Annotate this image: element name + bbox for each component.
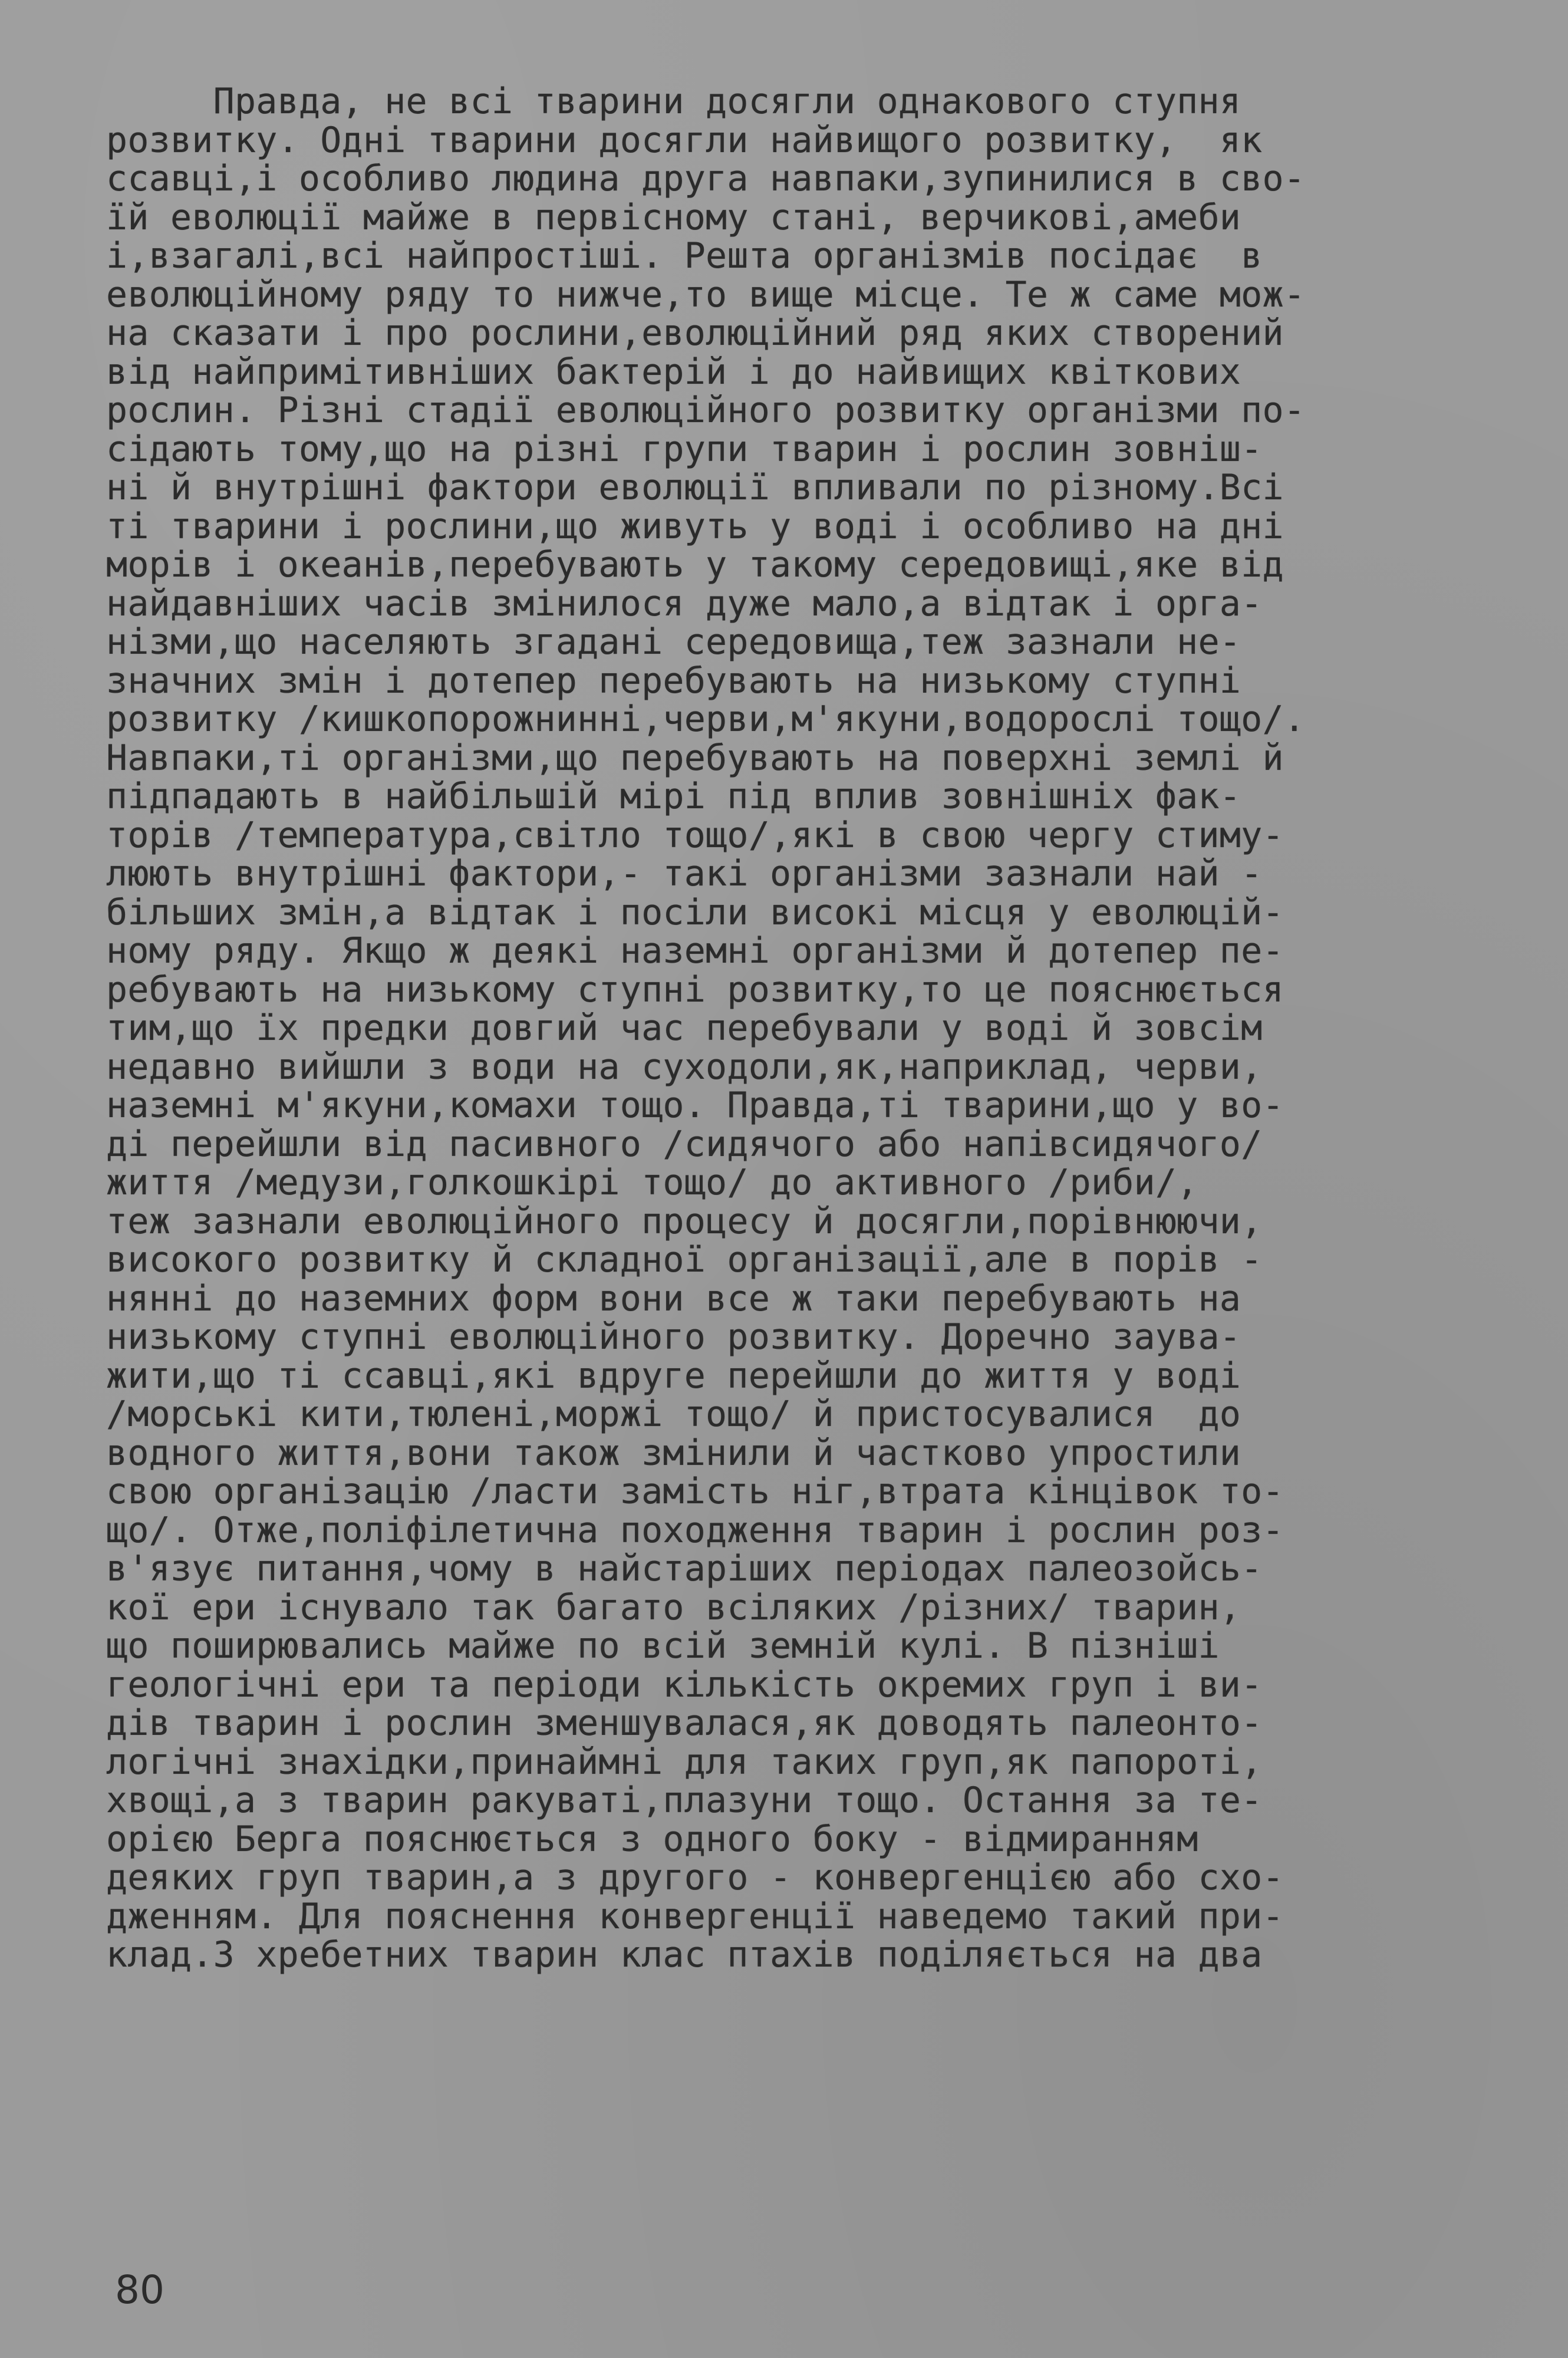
text-line: /морські кити,тюлені,моржі тощо/ й пристосувалися до xyxy=(106,1394,1241,1435)
text-line: люють внутрішні фактори,- такі організми зазнали най - xyxy=(106,853,1263,894)
text-line: більших змін,а відтак і посіли високі місця у еволюцій- xyxy=(106,891,1284,933)
text-line: сідають тому,що на різні групи тварин і рослин зовніш- xyxy=(106,428,1263,470)
text-line: жити,що ті ссавці,які вдруге перейшли до життя у воді xyxy=(106,1355,1241,1397)
body-text xyxy=(106,83,1544,1975)
text-line: водного життя,вони також змінили й частково упростили xyxy=(106,1432,1241,1474)
text-line: що поширювались майже по всій земній кулі. В пізніші xyxy=(106,1625,1220,1667)
text-line: ному ряду. Якщо ж деякі наземні організми й дотепер пе- xyxy=(106,930,1284,971)
text-line: теж зазнали еволюційного процесу й досягли,порівнюючи, xyxy=(106,1200,1263,1242)
text-line: орією Берга пояснюється з одного боку - відмиранням xyxy=(106,1818,1198,1860)
text-line: високого розвитку й складної організації,але в порів - xyxy=(106,1239,1263,1280)
page-number: 80 xyxy=(115,2267,164,2313)
text-line: найдавніших часів змінилося дуже мало,а відтак і орга- xyxy=(106,582,1263,624)
text-line: їй еволюції майже в первісному стані, верчикові,амеби xyxy=(106,196,1241,238)
text-line: геологічні ери та періоди кількість окремих груп і ви- xyxy=(106,1664,1263,1705)
text-line: дів тварин і рослин зменшувалася,як доводять палеонто- xyxy=(106,1702,1263,1744)
text-line: підпадають в найбільшій мірі під вплив зовнішніх фак- xyxy=(106,776,1241,817)
text-line: ссавці,і особливо людина друга навпаки,зупинилися в сво- xyxy=(106,158,1306,199)
text-line: рослин. Різні стадії еволюційного розвитку організми по- xyxy=(106,390,1306,431)
text-line: що/. Отже,поліфілетична походження тварин і рослин роз- xyxy=(106,1509,1284,1551)
text-line: еволюційному ряду то нижче,то вище місце. Те ж саме мож- xyxy=(106,274,1306,315)
text-line: низькому ступні еволюційного розвитку. Доречно заува- xyxy=(106,1316,1241,1358)
text-line: Правда, не всі тварини досягли однакового ступня xyxy=(106,81,1241,122)
text-line: значних змін і дотепер перебувають на низькому ступні xyxy=(106,660,1241,702)
text-line: нянні до наземних форм вони все ж таки перебувають на xyxy=(106,1277,1241,1319)
text-line: ді перейшли від пасивного /сидячого або напівсидячого/ xyxy=(106,1123,1263,1165)
text-line: Навпаки,ті організми,що перебувають на поверхні землі й xyxy=(106,737,1284,779)
text-line: життя /медузи,голкошкірі тощо/ до активного /риби/, xyxy=(106,1162,1198,1203)
text-line: свою організацію /ласти замість ніг,втрата кінцівок то- xyxy=(106,1471,1284,1512)
text-line: недавно вийшли з води на суходоли,як,наприклад, черви, xyxy=(106,1046,1263,1088)
text-line: морів і океанів,перебувають у такому середовищі,яке від xyxy=(106,544,1284,585)
text-line: тим,що їх предки довгий час перебували у воді й зовсім xyxy=(106,1007,1263,1049)
text-line: і,взагалі,всі найпростіші. Решта організмів посідає в xyxy=(106,235,1263,276)
text-line: наземні м'якуни,комахи тощо. Правда,ті тварини,що у во- xyxy=(106,1085,1284,1126)
text-line: кої ери існувало так багато всіляких /різних/ тварин, xyxy=(106,1586,1241,1628)
text-line: логічні знахідки,принаймні для таких груп,як папороті, xyxy=(106,1741,1263,1783)
text-line: хвощі,а з тварин ракуваті,плазуни тощо. Остання за те- xyxy=(106,1780,1263,1821)
text-line: на сказати і про рослини,еволюційний ряд яких створений xyxy=(106,312,1284,354)
text-line: розвитку /кишкопорожнинні,черви,м'якуни,водорослі тощо/. xyxy=(106,699,1306,740)
text-line: нізми,що населяють згадані середовища,теж зазнали не- xyxy=(106,621,1241,663)
text-line: деяких груп тварин,а з другого - конвергенцією або схо- xyxy=(106,1857,1284,1898)
text-line: ребувають на низькому ступні розвитку,то це пояснюється xyxy=(106,969,1284,1010)
text-line: від найпримітивніших бактерій і до найвищих квіткових xyxy=(106,351,1241,393)
text-line: розвитку. Одні тварини досягли найвищого розвитку, як xyxy=(106,119,1263,161)
text-line: ні й внутрішні фактори еволюції впливали по різному.Всі xyxy=(106,467,1284,508)
text-line: дженням. Для пояснення конвергенції наведемо такий при- xyxy=(106,1895,1284,1937)
text-line: в'язує питання,чому в найстаріших періодах палеозойсь- xyxy=(106,1548,1263,1589)
text-line: клад.З хребетних тварин клас птахів поділяється на два xyxy=(106,1934,1263,1975)
text-line: ті тварини і рослини,що живуть у воді і особливо на дні xyxy=(106,505,1284,547)
text-line: торів /температура,світло тощо/,які в свою чергу стиму- xyxy=(106,814,1284,856)
